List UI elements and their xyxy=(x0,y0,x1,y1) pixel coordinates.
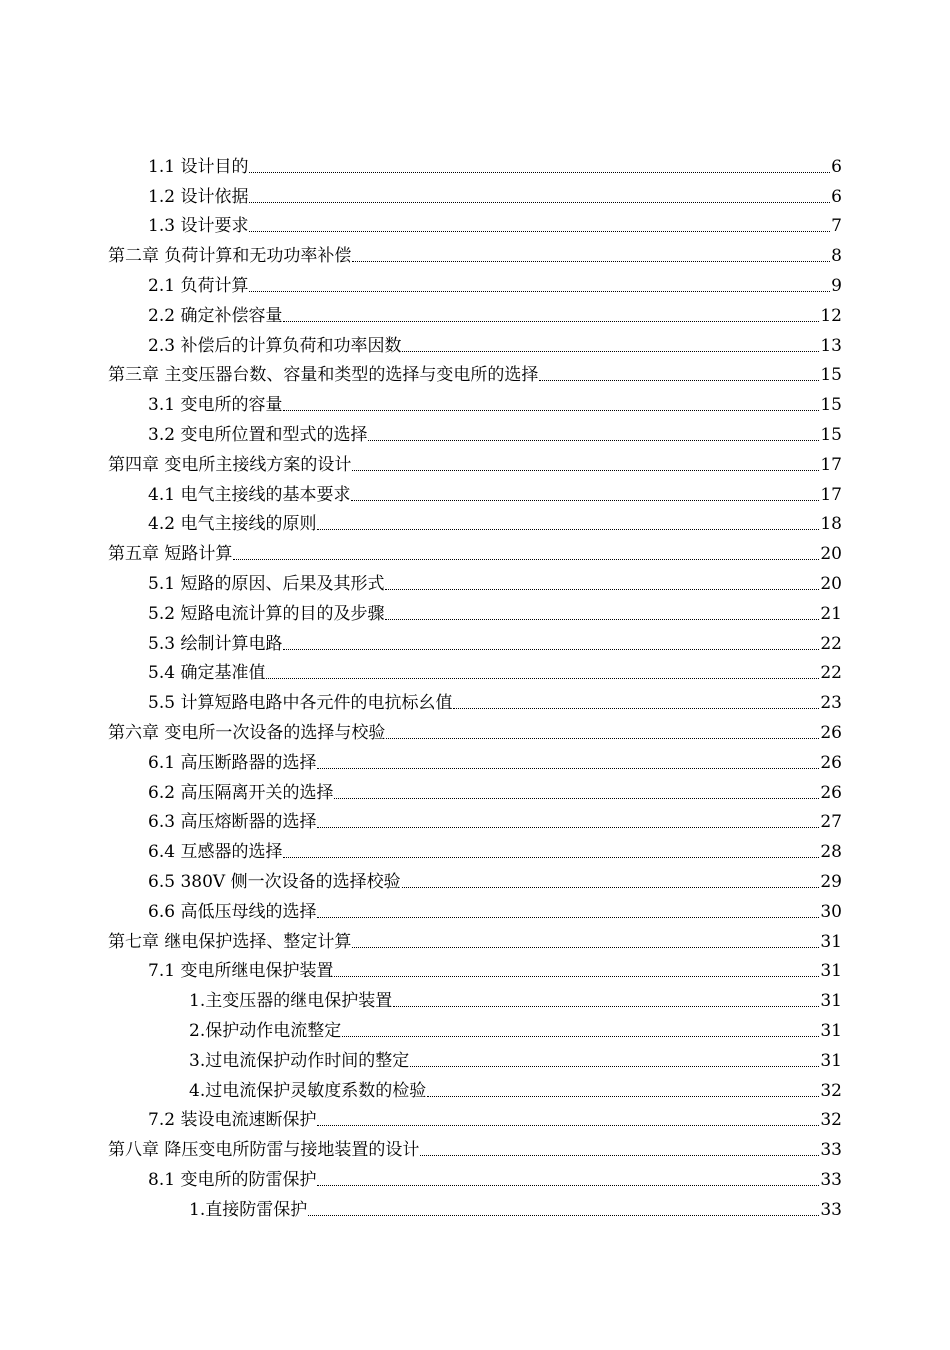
toc-entry[interactable] xyxy=(148,148,842,178)
dot-leader xyxy=(334,976,819,977)
dot-leader xyxy=(539,380,819,381)
dot-leader xyxy=(427,1096,819,1097)
toc-entry[interactable] xyxy=(148,386,842,416)
toc-entry[interactable] xyxy=(148,1161,842,1191)
toc-chapter-entry[interactable] xyxy=(108,446,842,476)
toc-entry-page: 33 xyxy=(820,1140,842,1161)
toc-entry[interactable] xyxy=(148,506,842,536)
dot-leader xyxy=(393,1006,819,1007)
toc-entry-page: 27 xyxy=(820,812,842,833)
toc-entry-title: 6.5 380V 侧一次设备的选择校验 xyxy=(148,871,401,892)
toc-entry[interactable] xyxy=(148,208,842,238)
toc-entry-page: 26 xyxy=(820,782,842,803)
toc-entry-title: 4.过电流保护灵敏度系数的检验 xyxy=(189,1080,427,1101)
dot-leader xyxy=(317,1125,819,1126)
toc-entry[interactable] xyxy=(148,297,842,327)
dot-leader xyxy=(283,410,819,411)
dot-leader xyxy=(386,738,819,739)
toc-entry[interactable] xyxy=(148,655,842,685)
toc-entry-title: 第二章 负荷计算和无功功率补偿 xyxy=(108,246,352,267)
toc-entry-page: 22 xyxy=(820,633,842,654)
toc-entry-page: 17 xyxy=(820,454,842,475)
toc-entry-page: 29 xyxy=(820,871,842,892)
toc-entry-title: 6.6 高低压母线的选择 xyxy=(148,901,317,922)
toc-entry-title: 2.3 补偿后的计算负荷和功率因数 xyxy=(148,335,402,356)
toc-entry-page: 6 xyxy=(831,186,842,207)
toc-entry-page: 7 xyxy=(831,216,842,237)
dot-leader xyxy=(317,1185,819,1186)
toc-entry-page: 20 xyxy=(820,544,842,565)
toc-entry-page: 31 xyxy=(820,961,842,982)
toc-entry[interactable] xyxy=(148,625,842,655)
dot-leader xyxy=(283,321,819,322)
toc-entry-page: 17 xyxy=(820,484,842,505)
toc-entry-title: 3.2 变电所位置和型式的选择 xyxy=(148,424,368,445)
toc-entry[interactable] xyxy=(148,267,842,297)
toc-entry-page: 18 xyxy=(820,514,842,535)
toc-entry-title: 5.2 短路电流计算的目的及步骤 xyxy=(148,603,385,624)
dot-leader xyxy=(385,619,819,620)
toc-entry-title: 第八章 降压变电所防雷与接地装置的设计 xyxy=(108,1140,420,1161)
dot-leader xyxy=(283,857,819,858)
toc-entry-page: 12 xyxy=(820,305,842,326)
toc-chapter-entry[interactable] xyxy=(108,535,842,565)
toc-entry[interactable] xyxy=(148,416,842,446)
toc-entry-page: 9 xyxy=(831,275,842,296)
dot-leader xyxy=(317,768,819,769)
toc-entry[interactable] xyxy=(148,863,842,893)
toc-entry-title: 1.2 设计依据 xyxy=(148,186,249,207)
toc-entry-title: 7.1 变电所继电保护装置 xyxy=(148,961,334,982)
toc-entry[interactable] xyxy=(148,476,842,506)
dot-leader xyxy=(308,1215,819,1216)
toc-entry[interactable] xyxy=(148,744,842,774)
dot-leader xyxy=(402,887,820,888)
toc-chapter-entry[interactable] xyxy=(108,357,842,387)
toc-entry-title: 8.1 变电所的防雷保护 xyxy=(148,1169,317,1190)
toc-entry-page: 15 xyxy=(820,395,842,416)
toc-entry-title: 1.3 设计要求 xyxy=(148,216,249,237)
toc-subentry[interactable] xyxy=(189,1072,842,1102)
toc-entry-title: 4.2 电气主接线的原则 xyxy=(148,514,317,535)
dot-leader xyxy=(317,917,819,918)
toc-entry-title: 5.1 短路的原因、后果及其形式 xyxy=(148,573,385,594)
toc-entry-title: 第七章 继电保护选择、整定计算 xyxy=(108,931,352,952)
toc-entry-page: 32 xyxy=(820,1110,842,1131)
dot-leader xyxy=(402,351,819,352)
toc-entry-page: 8 xyxy=(831,246,842,267)
toc-subentry[interactable] xyxy=(189,1012,842,1042)
toc-entry-title: 1.主变压器的继电保护装置 xyxy=(189,991,393,1012)
toc-chapter-entry[interactable] xyxy=(108,714,842,744)
toc-entry-title: 6.1 高压断路器的选择 xyxy=(148,752,317,773)
toc-entry-page: 33 xyxy=(820,1169,842,1190)
toc-entry[interactable] xyxy=(148,327,842,357)
dot-leader xyxy=(317,529,819,530)
toc-entry-title: 6.2 高压隔离开关的选择 xyxy=(148,782,334,803)
toc-chapter-entry[interactable] xyxy=(108,1131,842,1161)
toc-entry[interactable] xyxy=(148,178,842,208)
toc-entry-title: 2.保护动作电流整定 xyxy=(189,1020,342,1041)
dot-leader xyxy=(352,947,819,948)
toc-entry-title: 7.2 装设电流速断保护 xyxy=(148,1110,317,1131)
toc-entry-page: 20 xyxy=(820,573,842,594)
toc-entry-page: 22 xyxy=(820,663,842,684)
toc-entry-title: 6.3 高压熔断器的选择 xyxy=(148,812,317,833)
toc-entry[interactable] xyxy=(148,1102,842,1132)
toc-entry-page: 26 xyxy=(820,722,842,743)
dot-leader xyxy=(249,172,830,173)
dot-leader xyxy=(351,500,819,501)
toc-entry-title: 第四章 变电所主接线方案的设计 xyxy=(108,454,352,475)
toc-entry-page: 26 xyxy=(820,752,842,773)
dot-leader xyxy=(233,559,819,560)
dot-leader xyxy=(334,798,819,799)
dot-leader xyxy=(317,827,819,828)
dot-leader xyxy=(352,261,830,262)
toc-subentry[interactable] xyxy=(189,1042,842,1072)
toc-entry-title: 第六章 变电所一次设备的选择与校验 xyxy=(108,722,386,743)
dot-leader xyxy=(249,231,830,232)
dot-leader xyxy=(385,589,819,590)
toc-entry[interactable] xyxy=(148,893,842,923)
toc-subentry[interactable] xyxy=(189,982,842,1012)
toc-entry-title: 3.1 变电所的容量 xyxy=(148,395,283,416)
toc-entry[interactable] xyxy=(148,833,842,863)
toc-entry-title: 1.1 设计目的 xyxy=(148,156,249,177)
dot-leader xyxy=(352,470,819,471)
dot-leader xyxy=(420,1155,819,1156)
toc-entry-title: 5.3 绘制计算电路 xyxy=(148,633,283,654)
dot-leader xyxy=(249,202,830,203)
toc-entry-page: 23 xyxy=(820,693,842,714)
toc-chapter-entry[interactable] xyxy=(108,237,842,267)
dot-leader xyxy=(266,678,819,679)
toc-entry[interactable] xyxy=(148,595,842,625)
toc-entry-page: 31 xyxy=(820,1050,842,1071)
toc-entry-page: 32 xyxy=(820,1080,842,1101)
toc-entry-title: 1.直接防雷保护 xyxy=(189,1199,308,1220)
toc-entry-title: 第五章 短路计算 xyxy=(108,544,233,565)
toc-entry-page: 21 xyxy=(820,603,842,624)
toc-entry-page: 6 xyxy=(831,156,842,177)
dot-leader xyxy=(249,291,830,292)
toc-entry-title: 5.4 确定基准值 xyxy=(148,663,266,684)
toc-entry-title: 3.过电流保护动作时间的整定 xyxy=(189,1050,410,1071)
toc-entry-title: 5.5 计算短路电路中各元件的电抗标幺值 xyxy=(148,693,453,714)
toc-entry-page: 31 xyxy=(820,991,842,1012)
toc-entry-title: 2.2 确定补偿容量 xyxy=(148,305,283,326)
toc-entry-title: 2.1 负荷计算 xyxy=(148,275,249,296)
toc-entry-title: 6.4 互感器的选择 xyxy=(148,842,283,863)
toc-entry[interactable] xyxy=(148,953,842,983)
toc-entry[interactable] xyxy=(148,684,842,714)
table-of-contents xyxy=(0,148,950,1221)
toc-entry-page: 15 xyxy=(820,424,842,445)
dot-leader xyxy=(283,649,819,650)
toc-entry-title: 第三章 主变压器台数、容量和类型的选择与变电所的选择 xyxy=(108,365,539,386)
dot-leader xyxy=(410,1066,819,1067)
toc-entry-page: 28 xyxy=(820,842,842,863)
dot-leader xyxy=(453,708,819,709)
toc-entry-page: 15 xyxy=(820,365,842,386)
dot-leader xyxy=(368,440,819,441)
toc-entry-page: 30 xyxy=(820,901,842,922)
toc-subentry[interactable] xyxy=(189,1191,842,1221)
toc-entry[interactable] xyxy=(148,774,842,804)
toc-entry[interactable] xyxy=(148,804,842,834)
toc-entry-page: 31 xyxy=(820,1020,842,1041)
toc-entry-title: 4.1 电气主接线的基本要求 xyxy=(148,484,351,505)
toc-entry-page: 33 xyxy=(820,1199,842,1220)
toc-entry-page: 31 xyxy=(820,931,842,952)
toc-entry-page: 13 xyxy=(820,335,842,356)
toc-chapter-entry[interactable] xyxy=(108,923,842,953)
toc-entry[interactable] xyxy=(148,565,842,595)
dot-leader xyxy=(342,1036,819,1037)
